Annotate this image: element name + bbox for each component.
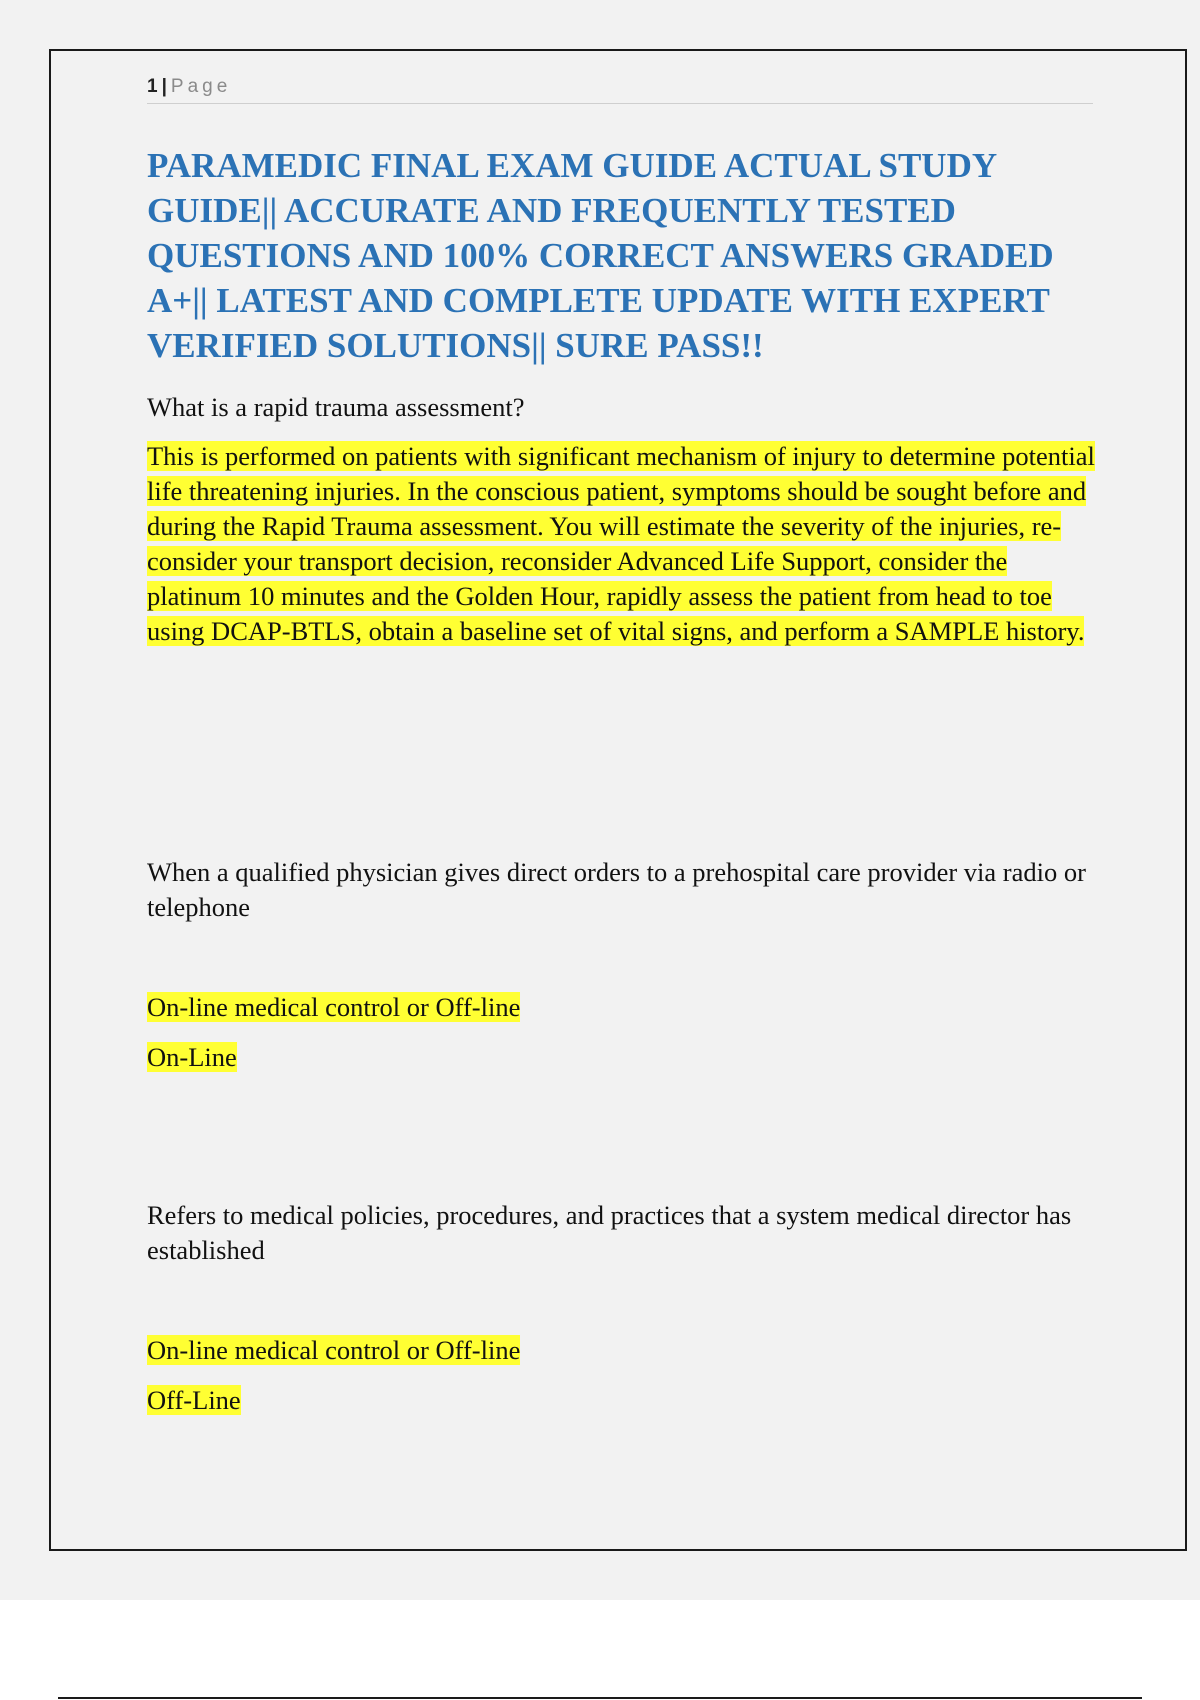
question-3: [147, 1198, 1107, 1268]
answer-3-text: Off-Line: [147, 1385, 241, 1415]
document-title: PARAMEDIC FINAL EXAM GUIDE ACTUAL STUDY GUIDE|| ACCURATE AND FREQUENTLY TESTED QUESTIONS AND 100% CORRECT ANSWERS GRADED A+|| LATEST AND COMPLETE UPDATE WITH EXPERT VERIFIED SOLUTIONS|| SURE PASS!!: [147, 146, 1054, 365]
question-1-text: What is a rapid trauma assessment?: [147, 392, 525, 422]
answer-1: [147, 439, 1107, 649]
page-header: [147, 75, 1093, 104]
page-separator: |: [161, 76, 167, 97]
next-page-rule: [58, 1697, 1142, 1699]
answer-3: [147, 1383, 1107, 1418]
answer-2: [147, 1040, 1107, 1075]
answer-1-text: This is performed on patients with significant mechanism of injury to determine potential life threatening injuries. In the conscious patient, symptoms should be sought before and during the Rapid Trauma assessment. You will estimate the severity of the injuries, re-consider your transport decision, reconsider Advanced Life Support, consider the platinum 10 minutes and the Golden Hour, rapidly assess the patient from head to toe using DCAP-BTLS, obtain a baseline set of vital signs, and perform a SAMPLE history.: [147, 441, 1095, 646]
answer-2-text: On-Line: [147, 1042, 237, 1072]
options-2-text: On-line medical control or Off-line: [147, 992, 521, 1022]
question-1: [147, 390, 1107, 425]
question-2: [147, 855, 1107, 925]
question-3-text: Refers to medical policies, procedures, and practices that a system medical director has established: [147, 1200, 1072, 1265]
options-3-text: On-line medical control or Off-line: [147, 1335, 521, 1365]
question-2-text: When a qualified physician gives direct orders to a prehospital care provider via radio or telephone: [147, 857, 1086, 922]
document-page: [49, 49, 1187, 1551]
page-label: Page: [170, 76, 232, 97]
page-number: 1: [147, 76, 158, 97]
options-2: [147, 990, 1107, 1025]
options-3: [147, 1333, 1107, 1368]
